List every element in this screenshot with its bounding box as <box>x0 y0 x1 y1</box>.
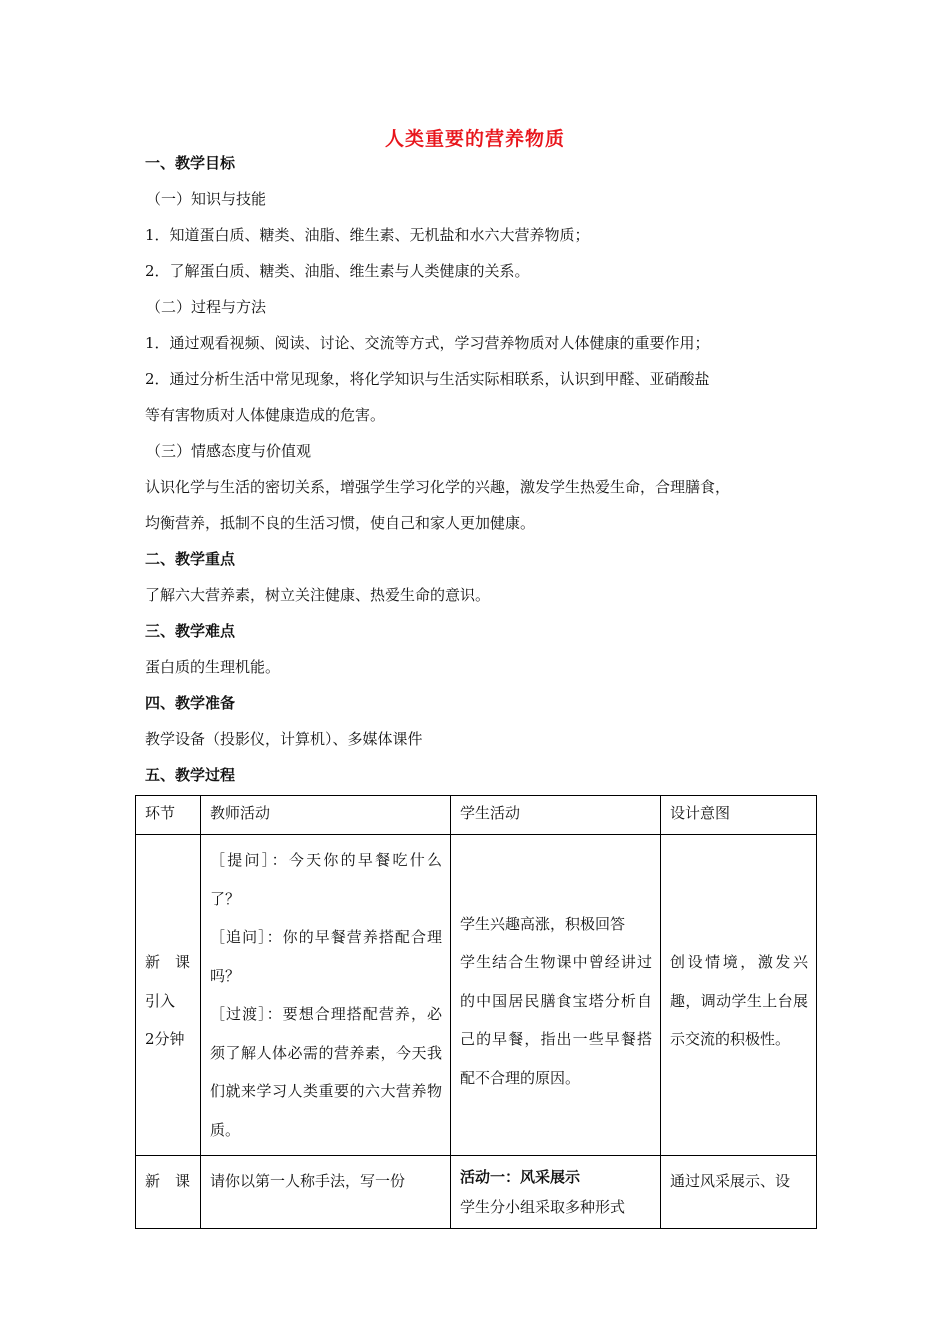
goal-item: 均衡营养，抵制不良的生活习惯，使自己和家人更加健康。 <box>145 514 536 532</box>
section-heading-process: 五、教学过程 <box>145 766 236 784</box>
table-header-row <box>136 796 817 835</box>
stage-line: 2分钟 <box>145 1030 185 1049</box>
goal-item: 等有害物质对人体健康造成的危害。 <box>145 406 386 424</box>
goal-item: 1．知道蛋白质、糖类、油脂、维生素、无机盐和水六大营养物质； <box>145 226 590 244</box>
section-heading-prep: 四、教学准备 <box>145 694 236 712</box>
stage-cell <box>136 835 200 1167</box>
subheading-knowledge: （一）知识与技能 <box>146 190 267 208</box>
teacher-activity-cell: 请你以第一人称手法，写一份 <box>210 1172 406 1190</box>
design-intent-cell: 通过风采展示、设 <box>670 1172 791 1190</box>
key-text: 了解六大营养素，树立关注健康、热爱生命的意识。 <box>145 586 491 604</box>
subheading-attitude: （三）情感态度与价值观 <box>146 442 312 460</box>
prep-text: 教学设备（投影仪，计算机）、多媒体课件 <box>145 730 423 748</box>
stage-line: 新 课 <box>145 953 191 972</box>
section-heading-key: 二、教学重点 <box>145 550 236 568</box>
design-intent-cell <box>661 835 816 1167</box>
goal-item: 2．了解蛋白质、糖类、油脂、维生素与人类健康的关系。 <box>145 262 530 280</box>
activity-title: 活动一：风采展示 <box>460 1168 581 1186</box>
teacher-paragraph: ［提问］：今天你的早餐吃什么了？ <box>210 851 442 908</box>
section-heading-goals: 一、教学目标 <box>145 154 236 172</box>
goal-item: 认识化学与生活的密切关系，增强学生学习化学的兴趣，激发学生热爱生命，合理膳食， <box>145 478 731 496</box>
section-heading-difficulty: 三、教学难点 <box>145 622 236 640</box>
stage-line: 引入 <box>145 991 176 1010</box>
teacher-paragraph: ［追问］：你的早餐营养搭配合理吗？ <box>210 928 442 985</box>
teacher-paragraph: ［过渡］：要想合理搭配营养，必须了解人体必需的营养素，今天我们就来学习人类重要的六大营养物质。 <box>210 1005 442 1139</box>
intent-text: 创设情境，激发兴趣，调动学生上台展示交流的积极性。 <box>670 953 808 1049</box>
table-row <box>136 1156 817 1229</box>
student-paragraph: 学生分小组采取多种形式 <box>460 1198 626 1216</box>
stage-cell: 新 课 <box>145 1172 191 1190</box>
student-paragraph: 学生结合生物课中曾经讲过的中国居民膳食宝塔分析自己的早餐，指出一些早餐搭配不合理的原因。 <box>460 953 652 1087</box>
difficulty-text: 蛋白质的生理机能。 <box>145 658 281 676</box>
process-table <box>135 795 817 1229</box>
student-activity-cell <box>451 1156 660 1228</box>
header-cell: 教师活动 <box>210 804 271 822</box>
student-activity-cell <box>451 835 660 1167</box>
student-paragraph: 学生兴趣高涨，积极回答 <box>460 914 626 933</box>
header-cell: 设计意图 <box>670 804 731 822</box>
header-cell: 学生活动 <box>460 804 521 822</box>
document-title: 人类重要的营养物质 <box>384 128 565 150</box>
teacher-activity-cell <box>201 835 450 1155</box>
subheading-process: （二）过程与方法 <box>146 298 267 316</box>
goal-item: 1．通过观看视频、阅读、讨论、交流等方式，学习营养物质对人体健康的重要作用； <box>145 334 710 352</box>
table-row <box>136 835 817 1156</box>
header-cell: 环节 <box>145 804 176 822</box>
goal-item: 2．通过分析生活中常见现象，将化学知识与生活实际相联系，认识到甲醛、亚硝酸盐 <box>145 370 710 388</box>
